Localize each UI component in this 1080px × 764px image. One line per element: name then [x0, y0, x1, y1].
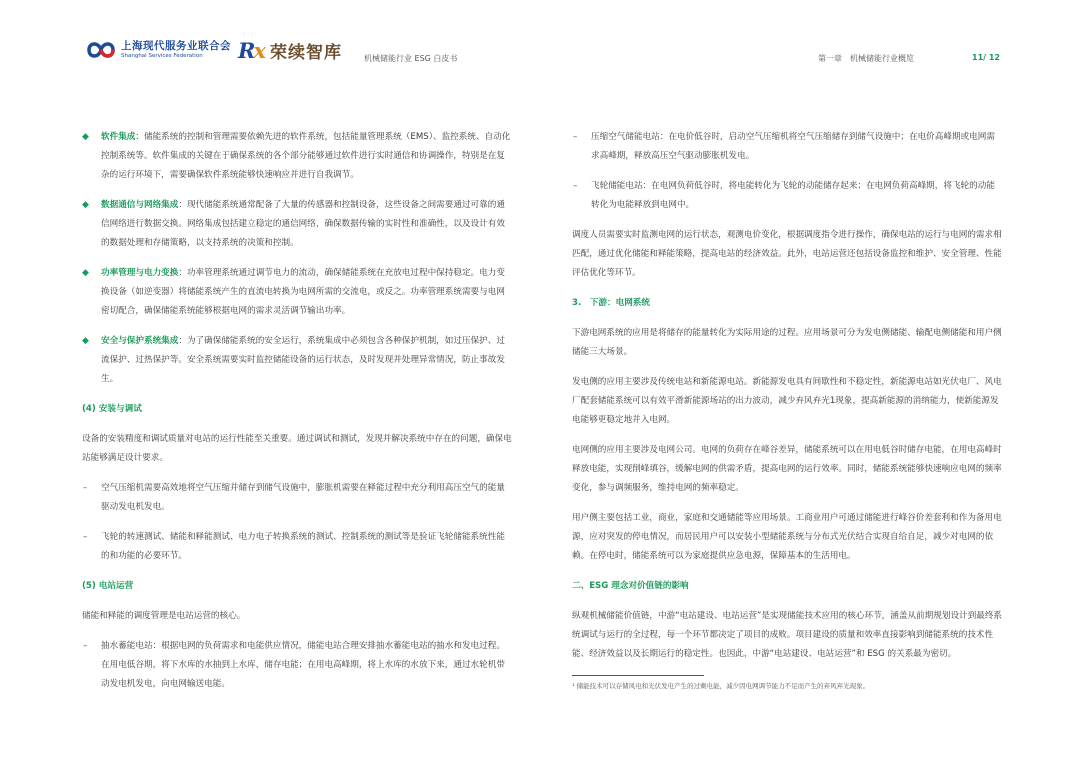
- dash-bullet-icon: –: [573, 181, 578, 191]
- section-heading-installation: (4) 安装与调试: [82, 404, 142, 414]
- dash-bullet-icon: –: [83, 532, 88, 542]
- paragraph: 调度人员需要实时监测电网的运行状态，观测电价变化，根据调度指令进行操作，确保电站的运行与电网的需求相匹配，通过优化储能和释能策略，提高电站的经济效益。此外，电站运营还包括设备监控和维护、安全管理、性能评估优化等环节。: [572, 230, 1002, 278]
- rongxu-logo-name: 荣续智库: [269, 42, 342, 63]
- dash-item: [572, 128, 1002, 166]
- section-heading-esg: 二、ESG 理念对价值链的影响: [572, 581, 689, 591]
- rx-mark-x: x: [253, 37, 264, 63]
- bullet-text: ：现代储能系统通常配备了大量的传感器和控制设备，这些设备之间需要通过可靠的通信网络进行数据交换。网络集成包括建立稳定的通信网络，确保数据传输的实时性和准确性，以及设计有效的数据处理和存储策略，以支持系统的决策和控制。: [101, 200, 505, 248]
- paragraph: 纵观机械储能价值链，中游“电站建设、电站运营”是实现储能技术应用的核心环节，涵盖从前期规划设计到最终系统调试与运行的全过程，每一个环节都决定了项目的成败。项目建设的质量和效率直接影响到储能系统的技术性能、经济效益以及长期运行的稳定性。也因此，中游“电站建设、电站运营”和 ESG 的关系最为密切。: [572, 611, 1003, 659]
- ssf-logo: [86, 36, 231, 64]
- footnote-divider: [572, 675, 704, 676]
- left-column: [82, 128, 512, 705]
- dash-item: [82, 479, 512, 517]
- footnote: ¹ 储能技术可以存储风电和光伏发电产生的过剩电能，减少因电网调节能力不足而产生的弃风弃光现象。: [572, 682, 870, 690]
- rx-mark: [238, 38, 264, 63]
- bullet-safety-protection: [82, 332, 512, 389]
- diamond-bullet-icon: ◆: [82, 132, 89, 142]
- diamond-bullet-icon: ◆: [82, 268, 89, 278]
- bullet-term: 软件集成: [101, 132, 136, 142]
- bullet-power-management: [82, 264, 512, 321]
- bullet-software-integration: [82, 128, 512, 185]
- bullet-term: 数据通信与网络集成: [101, 200, 179, 210]
- bullet-text: ：功率管理系统通过调节电力的流动，确保储能系统在充放电过程中保持稳定。电力变换设备（如逆变器）将储能系统产生的直流电转换为电网所需的交流电，或反之。功率管理系统需要与电网密切配合，确保储能系统能够根据电网的需求灵活调节输出功率。: [101, 268, 505, 316]
- dash-item-text: 抽水蓄能电站：根据电网的负荷需求和电能供应情况，储能电站合理安排抽水蓄能电站的抽水和发电过程。在用电低谷期，将下水库的水抽到上水库，储存电能；在用电高峰期，将上水库的水放下来，通过水轮机带动发电机发电，向电网输送电能。: [101, 641, 505, 689]
- ssf-logo-mark-icon: [86, 37, 116, 63]
- dash-item-text: 飞轮储能电站：在电网负荷低谷时，将电能转化为飞轮的动能储存起来；在电网负荷高峰期，将飞轮的动能转化为电能释放到电网中。: [591, 181, 995, 210]
- dash-item: [572, 177, 1002, 215]
- dash-item-text: 空气压缩机需要高效地将空气压缩并储存到储气设施中，膨胀机需要在释能过程中充分利用高压空气的能量驱动发电机发电。: [101, 483, 505, 512]
- dash-item: [82, 528, 512, 566]
- document-title: 机械储能行业 ESG 白皮书: [364, 54, 458, 63]
- paragraph: 设备的安装精度和调试质量对电站的运行性能至关重要。通过调试和测试，发现并解决系统中存在的问题，确保电站能够满足设计要求。: [82, 434, 512, 463]
- dash-item: [82, 637, 512, 694]
- section-heading-downstream: 3. 下游：电网系统: [572, 298, 650, 308]
- right-column: [572, 128, 1002, 692]
- dash-bullet-icon: –: [573, 132, 578, 142]
- paragraph: 储能和释能的调度管理是电站运营的核心。: [82, 611, 246, 621]
- section-heading-operation: (5) 电站运营: [82, 581, 134, 591]
- rx-mark-r: R: [238, 37, 254, 63]
- ssf-logo-cn: 上海现代服务业联合会: [121, 40, 231, 52]
- paragraph: 发电侧的应用主要涉及传统电站和新能源电站。新能源发电具有间歇性和不稳定性，新能源电站如光伏电厂、风电厂配套储能系统可以有效平滑新能源场站的出力波动，减少弃风弃光1现象，提高新能源的消纳能力，使新能源发电能够更稳定地并入电网。: [572, 377, 1002, 425]
- page-number: 11/ 12: [972, 53, 1000, 62]
- bullet-text: ：储能系统的控制和管理需要依赖先进的软件系统，包括能量管理系统（EMS）、监控系统、自动化控制系统等。软件集成的关键在于确保系统的各个部分能够通过软件进行实时通信和协调操作，特别是在复杂的运行环境下，需要确保软件系统能够快速响应并进行自我调节。: [101, 132, 511, 180]
- rongxu-logo: [238, 36, 342, 64]
- dash-item-text: 飞轮的转速测试、储能和释能测试、电力电子转换系统的测试、控制系统的测试等是验证飞轮储能系统性能的和功能的必要环节。: [101, 532, 505, 561]
- bullet-data-communication: [82, 196, 512, 253]
- bullet-text: ：为了确保储能系统的安全运行，系统集成中必须包含各种保护机制，如过压保护、过流保护、过热保护等。安全系统需要实时监控储能设备的运行状态，及时发现并处理异常情况，防止事故发生。: [101, 336, 505, 384]
- paragraph: 电网侧的应用主要涉及电网公司。电网的负荷存在峰谷差异，储能系统可以在用电低谷时储存电能，在用电高峰时释放电能，实现削峰填谷，缓解电网的供需矛盾，提高电网的运行效率。同时，储能系统能够快速响应电网的频率变化，参与调频服务，维持电网的频率稳定。: [572, 445, 1002, 493]
- chapter-title: 第一章 机械储能行业概览: [818, 54, 914, 63]
- bullet-term: 安全与保护系统集成: [101, 336, 179, 346]
- paragraph: 下游电网系统的应用是将储存的能量转化为实际用途的过程。应用场景可分为发电侧储能、输配电侧储能和用户侧储能三大场景。: [572, 328, 1002, 357]
- page-header: [0, 0, 1080, 80]
- dash-item-text: 压缩空气储能电站：在电价低谷时，启动空气压缩机将空气压缩储存到储气设施中；在电价高峰期或电网需求高峰期，释放高压空气驱动膨胀机发电。: [591, 132, 995, 161]
- paragraph: 用户侧主要包括工业，商业，家庭和交通储能等应用场景。工商业用户可通过储能进行峰谷价差套利和作为备用电源，应对突发的停电情况，而居民用户可以安装小型储能系统与分布式光伏结合实现自给自足，减少对电网的依赖。在停电时，储能系统可以为家庭提供应急电源，保障基本的生活用电。: [572, 513, 1002, 561]
- diamond-bullet-icon: ◆: [82, 200, 89, 210]
- ssf-logo-en: Shanghai Services Federation: [121, 52, 203, 59]
- dash-bullet-icon: –: [83, 483, 88, 493]
- bullet-term: 功率管理与电力变换: [101, 268, 179, 278]
- dash-bullet-icon: –: [83, 641, 88, 651]
- diamond-bullet-icon: ◆: [82, 336, 89, 346]
